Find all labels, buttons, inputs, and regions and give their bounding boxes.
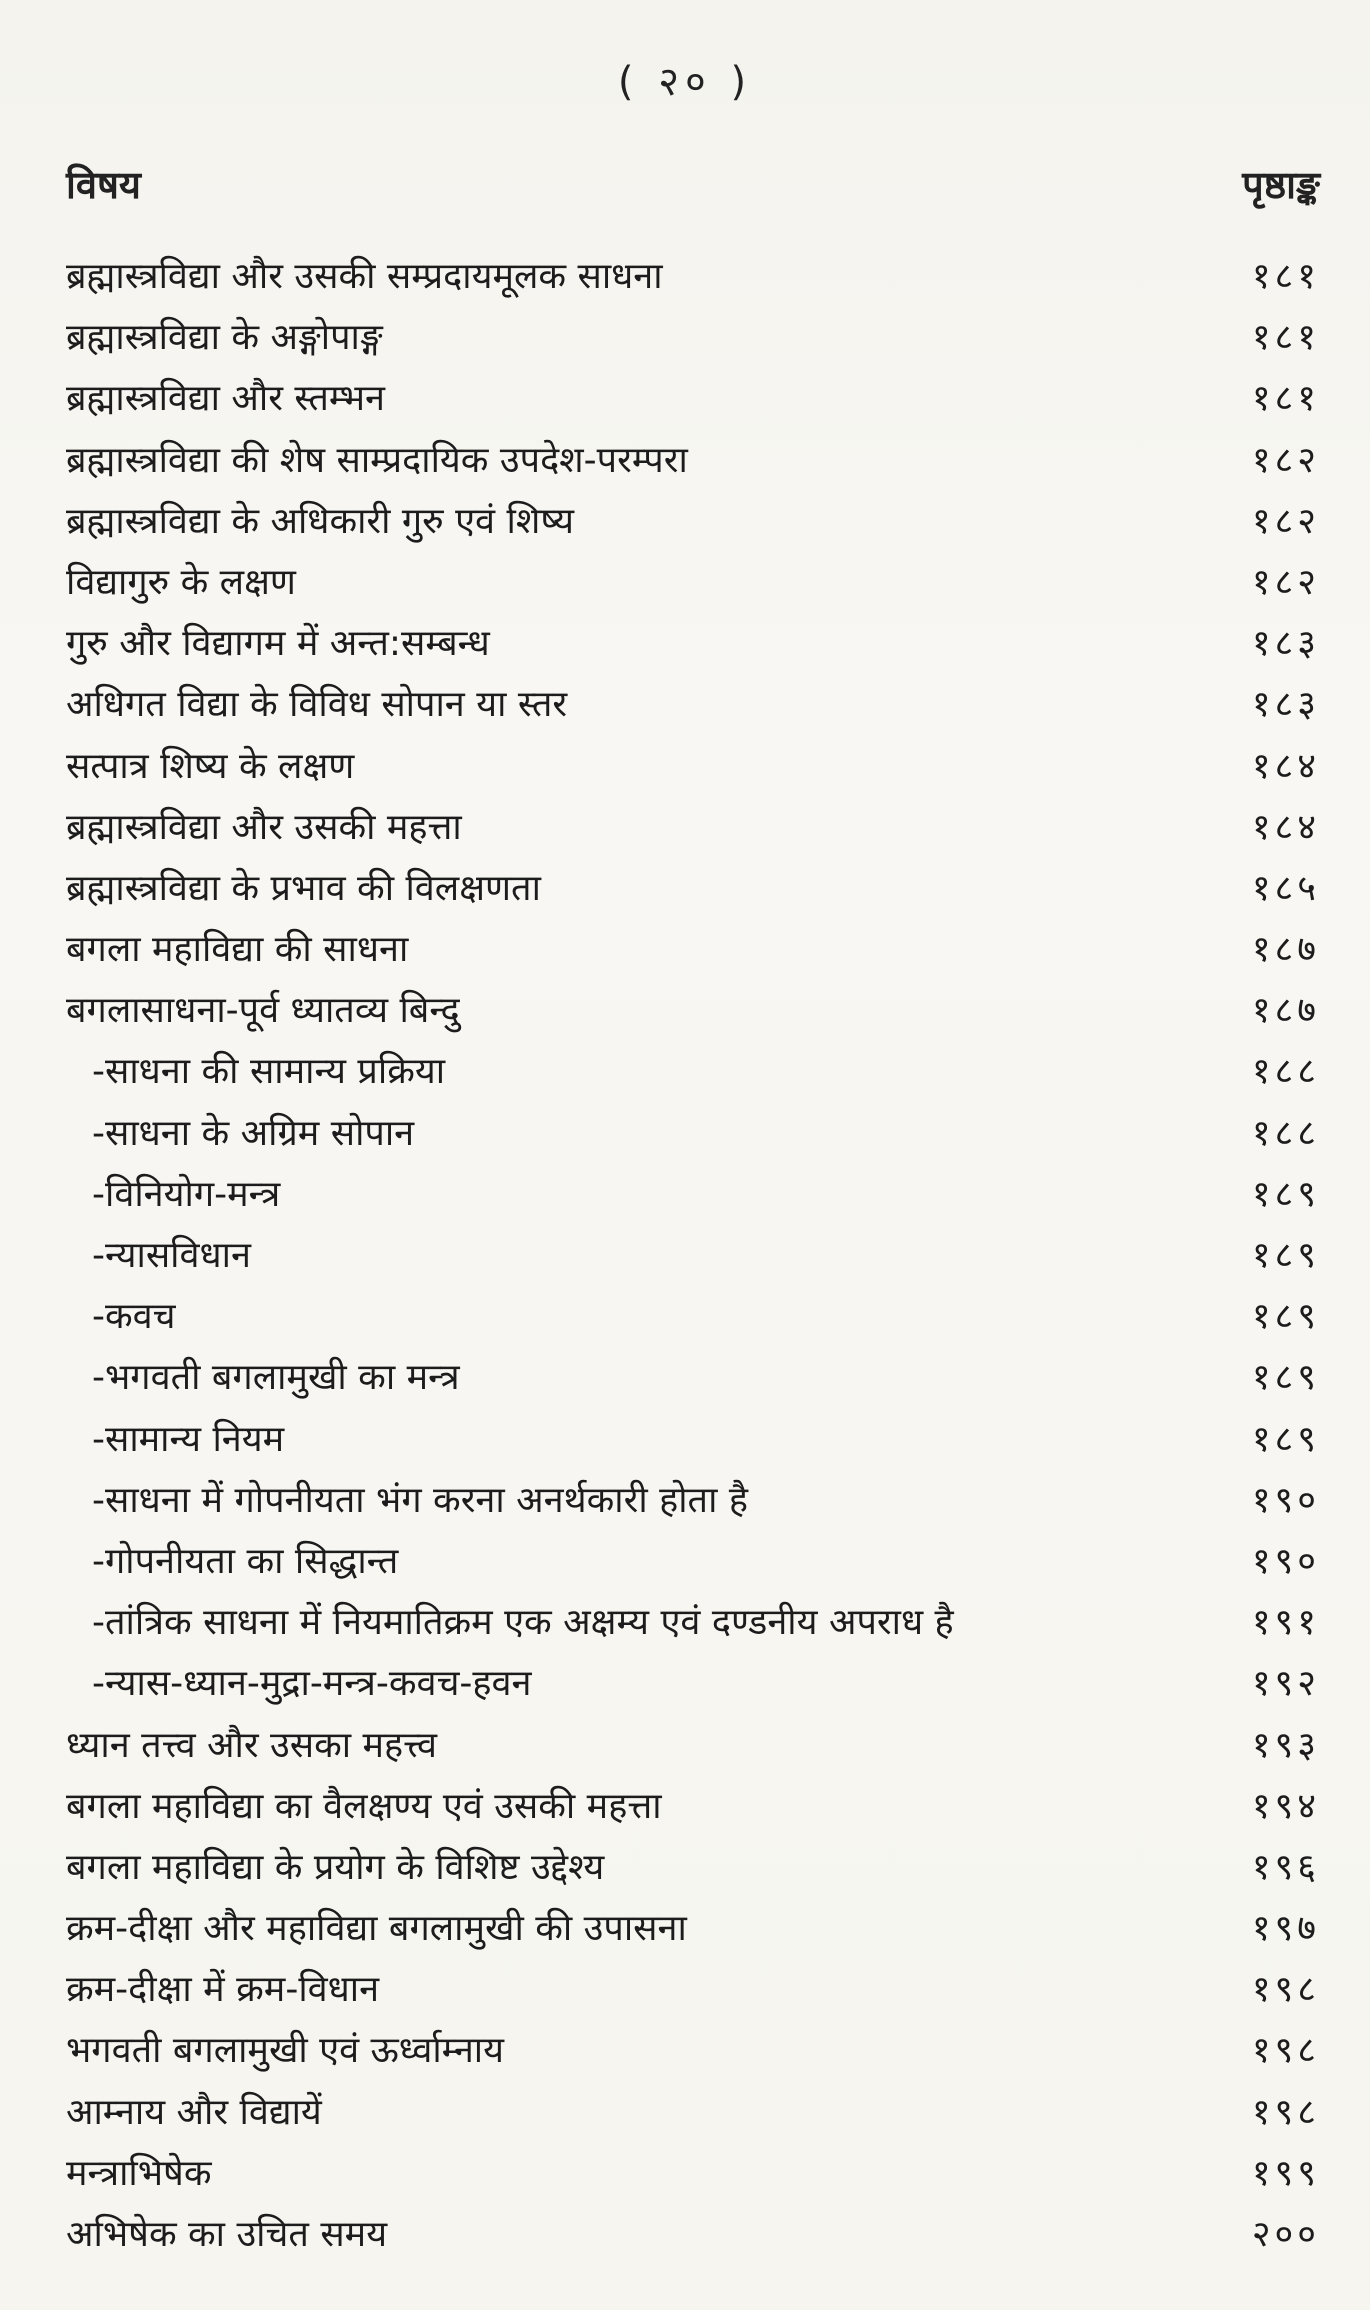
- entry-title: भगवती बगलामुखी एवं ऊर्ध्वाम्नाय: [66, 2030, 504, 2072]
- toc-entry: [66, 246, 1320, 307]
- entry-title: ब्रह्मास्त्रविद्या और स्तम्भन: [66, 378, 385, 420]
- toc-subentry: [66, 1041, 1320, 1102]
- entry-title: -गोपनीयता का सिद्धान्त: [92, 1540, 399, 1582]
- toc-entry: [66, 368, 1320, 429]
- entry-page-number: १८४: [1251, 806, 1320, 848]
- entry-page-number: १९३: [1251, 1724, 1320, 1766]
- entry-page-number: १९८: [1251, 2091, 1320, 2133]
- entry-title: -साधना में गोपनीयता भंग करना अनर्थकारी होता है: [92, 1479, 748, 1521]
- entry-title: ब्रह्मास्त्रविद्या के प्रभाव की विलक्षणता: [66, 867, 541, 909]
- entry-page-number: १८३: [1251, 684, 1320, 726]
- entry-title: -न्यास-ध्यान-मुद्रा-मन्त्र-कवच-हवन: [92, 1663, 532, 1705]
- entry-page-number: १९६: [1251, 1846, 1320, 1888]
- toc-entry: [66, 797, 1320, 858]
- entry-title: -सामान्य नियम: [92, 1418, 285, 1460]
- toc-entry: [66, 430, 1320, 491]
- entry-page-number: १८९: [1251, 1235, 1320, 1276]
- toc-entry: [66, 2204, 1320, 2265]
- entry-title: बगला महाविद्या के प्रयोग के विशिष्ट उद्देश्य: [66, 1846, 605, 1888]
- entry-page-number: १९१: [1251, 1602, 1320, 1644]
- entry-title: आम्नाय और विद्यायें: [66, 2091, 322, 2133]
- entry-title: बगला महाविद्या का वैलक्षण्य एवं उसकी महत्ता: [66, 1785, 662, 1827]
- entry-title: बगला महाविद्या की साधना: [66, 929, 409, 971]
- toc-subentry: [66, 1531, 1320, 1592]
- entry-page-number: १९८: [1251, 1969, 1320, 2011]
- toc-subentry: [66, 1103, 1320, 1164]
- toc-entry: [66, 858, 1320, 919]
- entry-title: ब्रह्मास्त्रविद्या के अधिकारी गुरु एवं शिष्य: [66, 500, 574, 542]
- toc-subentry: [66, 1286, 1320, 1347]
- toc-entry: [66, 307, 1320, 368]
- entry-page-number: १८९: [1251, 1357, 1320, 1399]
- toc-entry: [66, 1898, 1320, 1959]
- toc-entry: [66, 919, 1320, 980]
- entry-title: विद्यागुरु के लक्षण: [66, 561, 296, 603]
- toc-entry: [66, 1715, 1320, 1776]
- entry-page-number: १८१: [1251, 378, 1320, 420]
- toc-subentry: [66, 1409, 1320, 1470]
- entry-page-number: १८१: [1251, 256, 1320, 297]
- entry-page-number: १८८: [1251, 1112, 1320, 1154]
- toc-entry: [66, 491, 1320, 552]
- entry-page-number: १८८: [1251, 1051, 1320, 1093]
- entry-title: -साधना की सामान्य प्रक्रिया: [92, 1051, 446, 1093]
- toc-header: [66, 158, 1320, 208]
- entry-title: क्रम-दीक्षा और महाविद्या बगलामुखी की उपासना: [66, 1908, 687, 1950]
- page-number: ( २० ): [617, 59, 753, 105]
- entry-page-number: १८७: [1251, 929, 1320, 971]
- entry-title: अभिषेक का उचित समय: [66, 2214, 388, 2255]
- entry-title: -भगवती बगलामुखी का मन्त्र: [92, 1357, 460, 1399]
- entry-title: क्रम-दीक्षा में क्रम-विधान: [66, 1969, 380, 2011]
- entry-page-number: १९८: [1251, 2030, 1320, 2072]
- entry-page-number: १८७: [1251, 990, 1320, 1032]
- table-of-contents: [66, 246, 1320, 2265]
- toc-entry: [66, 1959, 1320, 2020]
- entry-page-number: १९९: [1251, 2152, 1320, 2194]
- toc-subentry: [66, 1164, 1320, 1225]
- entry-title: ब्रह्मास्त्रविद्या और उसकी सम्प्रदायमूलक साधना: [66, 256, 663, 297]
- toc-entry: [66, 552, 1320, 613]
- entry-page-number: १८३: [1251, 623, 1320, 665]
- entry-title: ध्यान तत्त्व और उसका महत्त्व: [66, 1724, 438, 1766]
- entry-title: ब्रह्मास्त्रविद्या की शेष साम्प्रदायिक उपदेश-परम्परा: [66, 439, 688, 481]
- toc-subentry: [66, 1347, 1320, 1408]
- toc-entry: [66, 736, 1320, 797]
- entry-page-number: १८५: [1251, 867, 1320, 909]
- entry-title: -कवच: [92, 1296, 176, 1338]
- entry-title: -न्यासविधान: [92, 1235, 251, 1276]
- toc-subentry: [66, 1225, 1320, 1286]
- entry-title: अधिगत विद्या के विविध सोपान या स्तर: [66, 684, 568, 726]
- toc-subentry: [66, 1592, 1320, 1653]
- entry-title: ब्रह्मास्त्रविद्या और उसकी महत्ता: [66, 806, 462, 848]
- entry-page-number: १८९: [1251, 1296, 1320, 1338]
- entry-title: -साधना के अग्रिम सोपान: [92, 1112, 415, 1154]
- page-column-heading: पृष्ठाङ्क: [1242, 163, 1320, 207]
- entry-page-number: १८९: [1251, 1173, 1320, 1215]
- toc-entry: [66, 613, 1320, 674]
- toc-subentry: [66, 1470, 1320, 1531]
- entry-page-number: १८४: [1251, 745, 1320, 787]
- entry-title: ब्रह्मास्त्रविद्या के अङ्गोपाङ्ग: [66, 317, 383, 359]
- toc-entry: [66, 1776, 1320, 1837]
- entry-page-number: १९०: [1251, 1540, 1320, 1582]
- subject-column-heading: विषय: [66, 163, 141, 207]
- entry-page-number: १८९: [1251, 1418, 1320, 1460]
- entry-title: -विनियोग-मन्त्र: [92, 1173, 281, 1215]
- entry-page-number: १९२: [1251, 1663, 1320, 1705]
- entry-title: -तांत्रिक साधना में नियमातिक्रम एक अक्षम्य एवं दण्डनीय अपराध है: [92, 1602, 954, 1644]
- entry-page-number: १८२: [1251, 561, 1320, 603]
- entry-page-number: १८२: [1251, 439, 1320, 481]
- toc-subentry: [66, 1653, 1320, 1714]
- toc-entry: [66, 2143, 1320, 2204]
- toc-entry: [66, 1837, 1320, 1898]
- toc-entry: [66, 980, 1320, 1041]
- entry-page-number: १९७: [1251, 1908, 1320, 1950]
- entry-title: मन्त्राभिषेक: [66, 2152, 212, 2194]
- toc-entry: [66, 674, 1320, 735]
- entry-title: सत्पात्र शिष्य के लक्षण: [66, 745, 355, 787]
- toc-entry: [66, 2082, 1320, 2143]
- entry-page-number: १८१: [1251, 317, 1320, 359]
- entry-title: बगलासाधना-पूर्व ध्यातव्य बिन्दु: [66, 990, 460, 1032]
- entry-page-number: १८२: [1251, 500, 1320, 542]
- entry-page-number: २००: [1251, 2214, 1320, 2255]
- entry-title: गुरु और विद्यागम में अन्त:सम्बन्ध: [66, 623, 490, 665]
- entry-page-number: १९४: [1251, 1785, 1320, 1827]
- toc-entry: [66, 2020, 1320, 2081]
- entry-page-number: १९०: [1251, 1479, 1320, 1521]
